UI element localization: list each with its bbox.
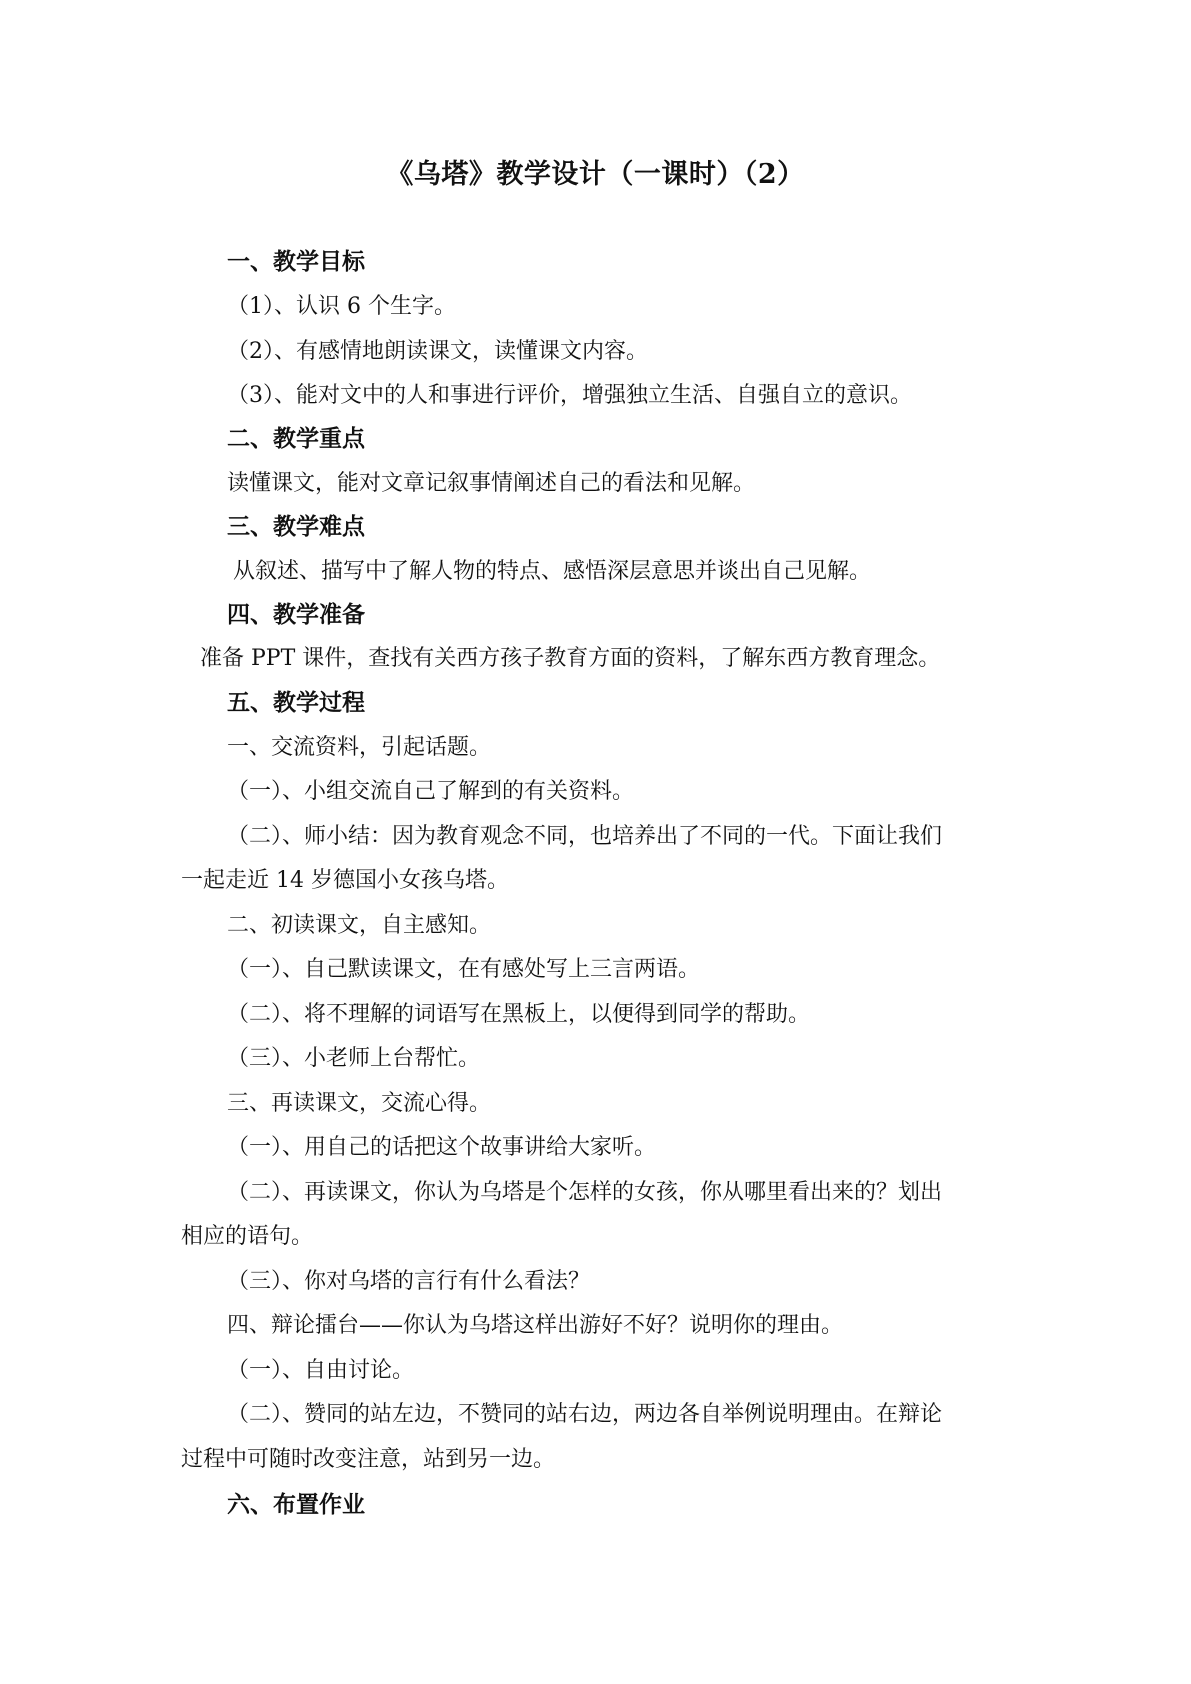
preparation-heading: 四、教学准备 [227,601,365,628]
objective-item-3: （3）、能对文中的人和事进行评价，增强独立生活、自强自立的意识。 [227,383,912,408]
process-line: （二）、将不理解的词语写在黑板上，以便得到同学的帮助。 [227,1002,811,1027]
key-points-heading: 二、教学重点 [227,425,365,452]
process-line: 三、再读课文，交流心得。 [227,1091,492,1116]
preparation-text: 准备 PPT 课件，查找有关西方孩子教育方面的资料，了解东西方教育理念。 [200,646,941,671]
process-line: （二）、师小结：因为教育观念不同，也培养出了不同的一代。下面让我们 [227,824,943,849]
process-line: 二、初读课文，自主感知。 [227,913,492,938]
process-line: 一起走近 14 岁德国小女孩乌塔。 [181,868,509,893]
document-title: 《乌塔》教学设计（一课时）（2） [386,159,805,190]
process-line: （三）、小老师上台帮忙。 [227,1046,481,1071]
process-line: （一）、自己默读课文，在有感处写上三言两语。 [227,957,701,982]
process-line: （一）、小组交流自己了解到的有关资料。 [227,779,635,804]
key-points-text: 读懂课文，能对文章记叙事情阐述自己的看法和见解。 [227,471,756,496]
objective-item-1: （1）、认识 6 个生字。 [227,294,456,319]
process-line: （二）、再读课文，你认为乌塔是个怎样的女孩，你从哪里看出来的？划出 [227,1180,943,1205]
process-line: 相应的语句。 [181,1224,314,1249]
objective-item-2: （2）、有感情地朗读课文，读懂课文内容。 [227,339,648,364]
process-line: （一）、用自己的话把这个故事讲给大家听。 [227,1135,657,1160]
difficulties-text: 从叙述、描写中了解人物的特点、感悟深层意思并谈出自己见解。 [233,559,872,584]
homework-heading: 六、布置作业 [227,1491,365,1518]
process-line: 一、交流资料，引起话题。 [227,735,492,760]
process-line: 过程中可随时改变注意，站到另一边。 [181,1447,556,1472]
process-line: 四、辩论擂台——你认为乌塔这样出游好不好？说明你的理由。 [227,1313,844,1338]
process-heading: 五、教学过程 [227,689,365,716]
process-line: （一）、自由讨论。 [227,1358,415,1383]
difficulties-heading: 三、教学难点 [227,513,365,540]
objectives-heading: 一、教学目标 [227,248,365,275]
process-line: （三）、你对乌塔的言行有什么看法？ [227,1269,591,1294]
process-line: （二）、赞同的站左边，不赞同的站右边，两边各自举例说明理由。在辩论 [227,1402,943,1427]
